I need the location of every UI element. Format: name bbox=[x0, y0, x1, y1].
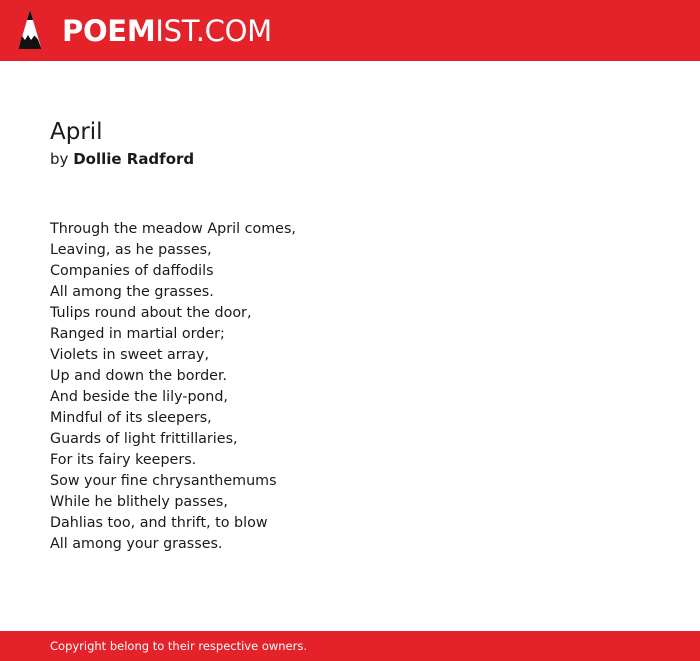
site-logo-text bbox=[62, 15, 272, 47]
poem-line: Ranged in martial order; bbox=[50, 326, 225, 342]
poem-line: All among your grasses. bbox=[50, 536, 223, 552]
poem-line: Up and down the border. bbox=[50, 368, 228, 384]
poem-line: Guards of light frittillaries, bbox=[50, 431, 238, 447]
poem-line: Leaving, as he passes, bbox=[50, 242, 212, 258]
poem-line: Mindful of its sleepers, bbox=[50, 410, 212, 426]
logo-text-bold: POEM bbox=[62, 14, 156, 48]
poem-line: Through the meadow April comes, bbox=[50, 221, 296, 237]
pencil-icon bbox=[18, 9, 42, 51]
poem-line: For its fairy keepers. bbox=[50, 452, 197, 468]
poem-body bbox=[50, 219, 296, 555]
copyright-text: Copyright belong to their respective owners. bbox=[50, 639, 308, 653]
poem-line: Companies of daffodils bbox=[50, 263, 214, 279]
by-label: by bbox=[50, 150, 69, 168]
poem-line: Tulips round about the door, bbox=[50, 305, 252, 321]
site-header bbox=[0, 0, 700, 61]
poem-line: And beside the lily-pond, bbox=[50, 389, 228, 405]
site-footer bbox=[0, 631, 700, 661]
poem-line: Sow your fine chrysanthemums bbox=[50, 473, 277, 489]
poem-line: Dahlias too, and thrift, to blow bbox=[50, 515, 268, 531]
poem-line: All among the grasses. bbox=[50, 284, 214, 300]
logo-text-light: IST.COM bbox=[155, 14, 272, 48]
poem-title: April bbox=[50, 119, 103, 145]
author-name: Dollie Radford bbox=[73, 150, 195, 168]
poem-line: Violets in sweet array, bbox=[50, 347, 210, 363]
poem-byline bbox=[50, 149, 194, 169]
poem-line: While he blithely passes, bbox=[50, 494, 228, 510]
